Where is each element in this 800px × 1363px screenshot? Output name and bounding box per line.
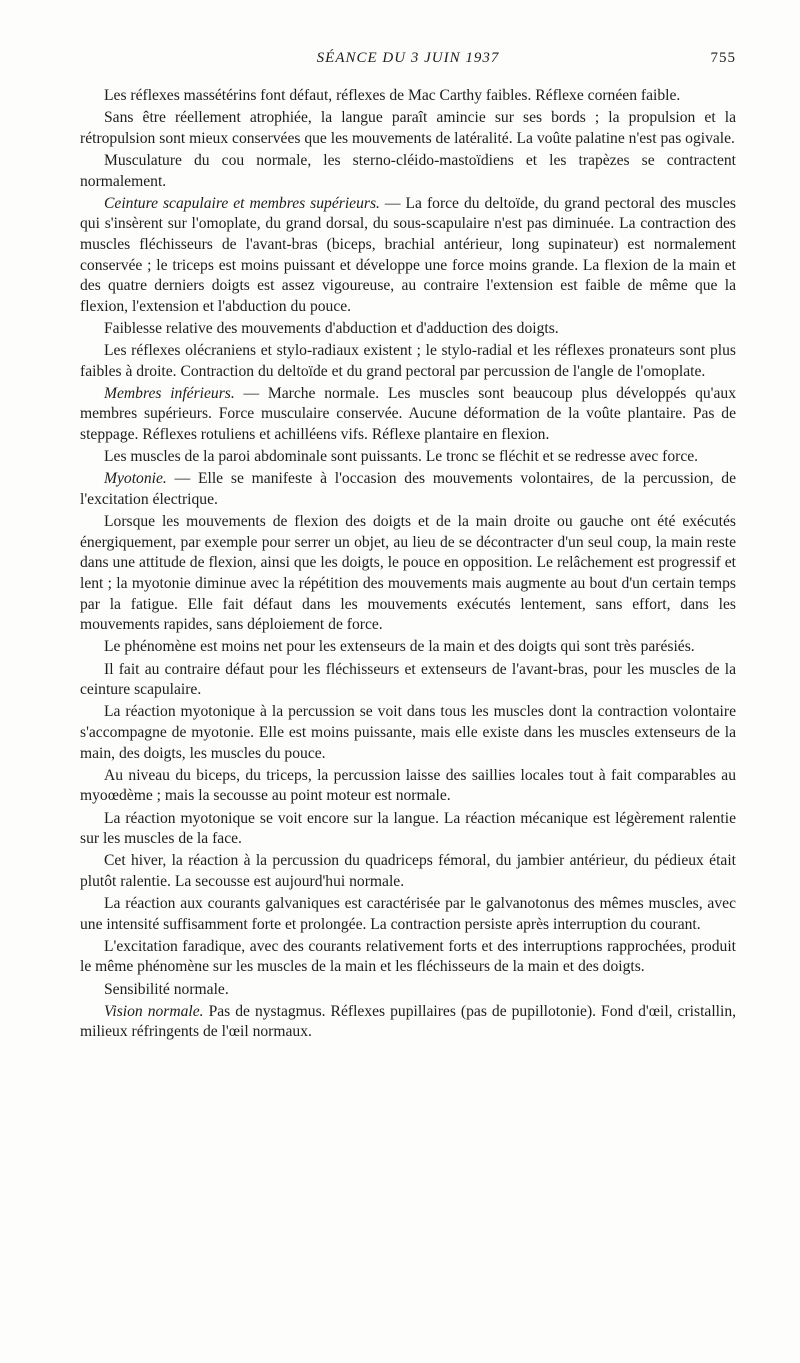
paragraph [80, 894, 736, 935]
paragraph-text: Sensibilité normale. [104, 980, 229, 998]
paragraph-text: La réaction aux courants galvaniques est caractérisée par le galvanotonus des mêmes muscles, avec une intensité suffisamment forte et prolongée. La contraction persiste après interruption du courant. [80, 895, 736, 933]
paragraph [80, 702, 736, 764]
paragraph [80, 151, 736, 192]
paragraph [80, 766, 736, 807]
paragraph-text: Pas de nystagmus. Réflexes pupillaires (pas de pupillotonie). Fond d'œil, cristallin, milieux réfringents de l'œil normaux. [80, 1002, 737, 1041]
paragraph-text: La réaction myotonique se voit encore sur la langue. La réaction mécanique est légèrement ralentie sur les muscles de la face. [80, 809, 736, 848]
paragraph [80, 319, 736, 340]
page-header [80, 50, 736, 72]
paragraph-text: Sans être réellement atrophiée, la langue paraît amincie sur ses bords ; la propulsion et la rétropulsion sont mieux conservées que les mouvements de latéralité. La voûte palatine n'est pas ogivale. [80, 109, 736, 147]
paragraph-text: L'excitation faradique, avec des courants relativement forts et des interruptions rapprochées, produit le même phénomène sur les muscles de la main et les fléchisseurs de la main et des doigts. [80, 937, 736, 976]
section-lead-vision: Vision normale. [104, 1002, 204, 1020]
paragraph [80, 980, 736, 1001]
paragraph [80, 341, 736, 382]
paragraph [80, 637, 736, 658]
paragraph-text: Cet hiver, la réaction à la percussion du quadriceps fémoral, du jambier antérieur, du pédieux était plutôt ralentie. La secousse est aujourd'hui normale. [80, 852, 736, 890]
running-title: SÉANCE DU 3 JUIN 1937 [316, 50, 500, 66]
paragraph [80, 86, 736, 107]
paragraph-text: Il fait au contraire défaut pour les fléchisseurs et extenseurs de l'avant-bras, pour les muscles de la ceinture scapulaire. [80, 660, 736, 699]
section-lead-ceinture: Ceinture scapulaire et membres supérieurs. [104, 194, 380, 212]
paragraph-text: Faiblesse relative des mouvements d'abduction et d'adduction des doigts. [104, 319, 559, 337]
paragraph-text: Le phénomène est moins net pour les extenseurs de la main et des doigts qui sont très parésiés. [104, 638, 695, 656]
page-number: 755 [710, 50, 736, 66]
paragraph-text: Les réflexes olécraniens et stylo-radiaux existent ; le stylo-radial et les réflexes pronateurs sont plus faibles à droite. Contraction du deltoïde et du grand pectoral par percussion de l'angle de l'omoplate. [80, 342, 736, 380]
paragraph [80, 194, 736, 318]
paragraph [80, 851, 736, 892]
paragraph [80, 469, 736, 510]
paragraph-text: Au niveau du biceps, du triceps, la percussion laisse des saillies locales tout à fait comparables au myoœdème ; mais la secousse au point moteur est normale. [80, 766, 736, 805]
paragraph-text: La réaction myotonique à la percussion se voit dans tous les muscles dont la contraction volontaire s'accompagne de myotonie. Elle est moins puissante, mais elle existe dans les muscles extenseurs de la main, des doigts, les muscles du pouce. [80, 703, 736, 762]
section-lead-membres-inferieurs: Membres inférieurs. [104, 384, 235, 402]
paragraph [80, 108, 736, 149]
paragraph-text: Les muscles de la paroi abdominale sont puissants. Le tronc se fléchit et se redresse avec force. [104, 448, 699, 466]
paragraph [80, 512, 736, 636]
paragraph [80, 447, 736, 468]
paragraph [80, 937, 736, 978]
paragraph-text: Lorsque les mouvements de flexion des doigts et de la main droite ou gauche ont été exécutés énergiquement, par exemple pour serrer un objet, au lieu de se décontracter d'un seul coup, la main reste dans une attitude de flexion, ainsi que les doigts, le pouce en opposition. Le relâchement est progressif et lent ; la myotonie diminue avec la répétition des mouvements mais augmente au bout d'un certain temps par la fatigue. Elle fait défaut dans les mouvements exécutés lentement, sans effort, dans les mouvements rapides, sans déploiement de force. [80, 513, 736, 634]
paragraph [80, 660, 736, 701]
paragraph-text: — La force du deltoïde, du grand pectoral des muscles qui s'insèrent sur l'omoplate, du grand dorsal, du sous-scapulaire n'est pas diminuée. La contraction des muscles fléchisseurs de l'avant-bras (biceps, brachial antérieur, long supinateur) est normalement conservée ; le triceps est moins puissant et développe une force moins grande. La flexion de la main et des quatre derniers doigts est assez vigoureuse, au contraire l'extension est faible de même que la flexion, l'extension et l'abduction du pouce. [80, 194, 736, 315]
body-text [80, 86, 736, 1045]
paragraph-text: Les réflexes massétérins font défaut, réflexes de Mac Carthy faibles. Réflexe cornéen faible. [104, 87, 681, 104]
paragraph-text: — Elle se manifeste à l'occasion des mouvements volontaires, de la percussion, de l'excitation électrique. [80, 470, 736, 509]
paragraph-text: Musculature du cou normale, les sterno-cléido-mastoïdiens et les trapèzes se contractent normalement. [80, 151, 736, 190]
section-lead-myotonie: Myotonie. [104, 470, 167, 488]
paragraph [80, 384, 736, 446]
paragraph-text: — Marche normale. Les muscles sont beaucoup plus développés qu'aux membres supérieurs. Force musculaire conservée. Aucune déformation de la voûte plantaire. Pas de steppage. Réflexes rotuliens et achilléens vifs. Réflexe plantaire en flexion. [80, 384, 737, 444]
paragraph [80, 809, 736, 850]
paragraph [80, 1002, 736, 1043]
